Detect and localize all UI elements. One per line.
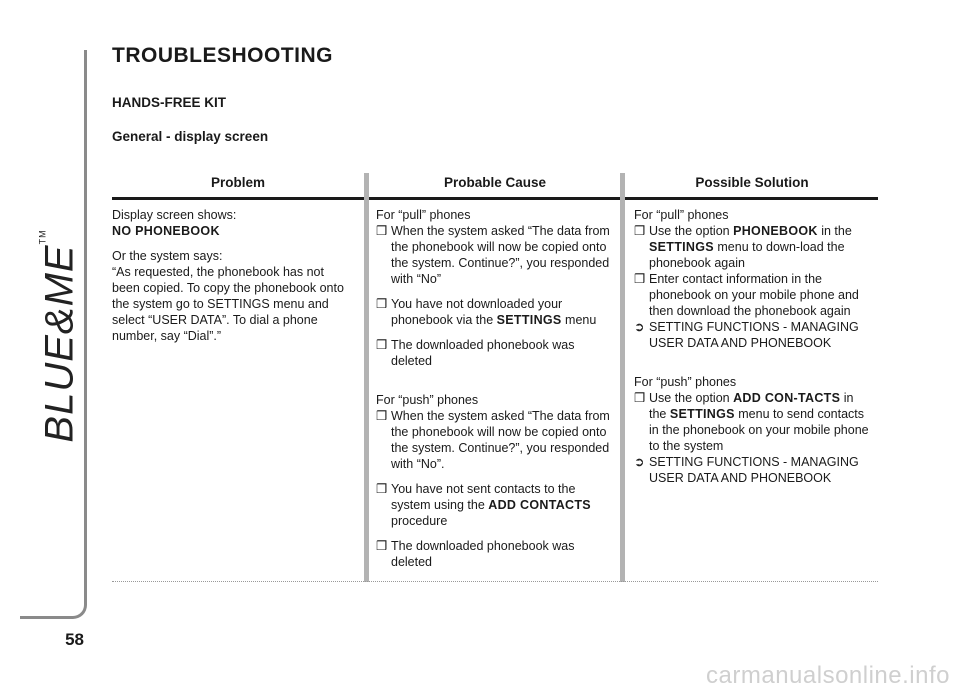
column-separator [364, 173, 369, 582]
solution-pull-label: For “pull” phones [634, 208, 729, 222]
cause-column [376, 207, 614, 570]
checkbox-bullet-icon: ❒ [376, 338, 388, 352]
list-item [634, 454, 872, 486]
page-number: 58 [65, 630, 84, 649]
cross-reference: SETTING FUNCTIONS - MANAGING USER DATA AND PHONEBOOK [649, 320, 859, 350]
reference-arrow-icon: ➲ [634, 455, 645, 469]
section-heading: HANDS-FREE KIT [112, 95, 226, 110]
checkbox-bullet-icon: ❒ [376, 409, 388, 423]
list-item: ❒ Use the option PHONEBOOK in the SETTINGS menu to down-load the phonebook again [634, 224, 852, 270]
list-item: ❒ When the system asked “The data from the phonebook will now be copied onto the system. Continue?”, you responded with “No”. [376, 409, 610, 471]
column-header-problem: Problem [210, 175, 265, 190]
solution-column [634, 207, 872, 486]
list-item: ❒ The downloaded phonebook was deleted [376, 539, 575, 569]
list-item: ❒ Use the option ADD CON-TACTS in the SETTINGS menu to send contacts in the phonebook on your mobile phone to the system [634, 391, 869, 453]
column-header-cause: Probable Cause [443, 175, 547, 190]
reference-arrow-icon: ➲ [634, 320, 645, 334]
footer-rule [112, 581, 878, 582]
problem-voice-message: “As requested, the phonebook has not been copied. To copy the phonebook onto the system go to SETTINGS menu and select “USER DATA”. To dial a phone number, say “Dial”.” [112, 265, 344, 343]
list-item: ❒ You have not sent contacts to the system using the ADD CONTACTS procedure [376, 482, 591, 528]
watermark: carmanualsonline.info [706, 662, 950, 689]
header-rule [112, 197, 878, 200]
checkbox-bullet-icon: ❒ [634, 224, 646, 238]
list-item: ❒ When the system asked “The data from the phonebook will now be copied onto the system. Continue?”, you responded with “No” [376, 224, 610, 286]
problem-display-message: NO PHONEBOOK [112, 224, 220, 238]
cause-push-label: For “push” phones [376, 393, 479, 407]
list-item: ❒ You have not downloaded your phonebook via the SETTINGS menu [376, 297, 597, 327]
page-title: TROUBLESHOOTING [112, 44, 333, 67]
checkbox-bullet-icon: ❒ [376, 297, 388, 311]
cross-reference: SETTING FUNCTIONS - MANAGING USER DATA AND PHONEBOOK [649, 455, 859, 485]
checkbox-bullet-icon: ❒ [376, 539, 388, 553]
subsection-heading: General - display screen [112, 129, 269, 144]
column-separator [620, 173, 625, 582]
problem-text: Display screen shows: [112, 208, 237, 222]
list-item [634, 319, 872, 351]
solution-push-label: For “push” phones [634, 375, 737, 389]
list-item: ❒ The downloaded phonebook was deleted [376, 338, 575, 368]
checkbox-bullet-icon: ❒ [376, 482, 388, 496]
checkbox-bullet-icon: ❒ [634, 272, 646, 286]
list-item: ❒ Enter contact information in the phonebook on your mobile phone and then download the phonebook again [634, 272, 859, 318]
brand-logo: BLUE&ME™ [37, 229, 82, 443]
checkbox-bullet-icon: ❒ [634, 391, 646, 405]
checkbox-bullet-icon: ❒ [376, 224, 388, 238]
problem-column [112, 207, 352, 344]
column-header-solution: Possible Solution [695, 175, 809, 190]
problem-text: Or the system says: [112, 249, 223, 263]
cause-pull-label: For “pull” phones [376, 208, 471, 222]
